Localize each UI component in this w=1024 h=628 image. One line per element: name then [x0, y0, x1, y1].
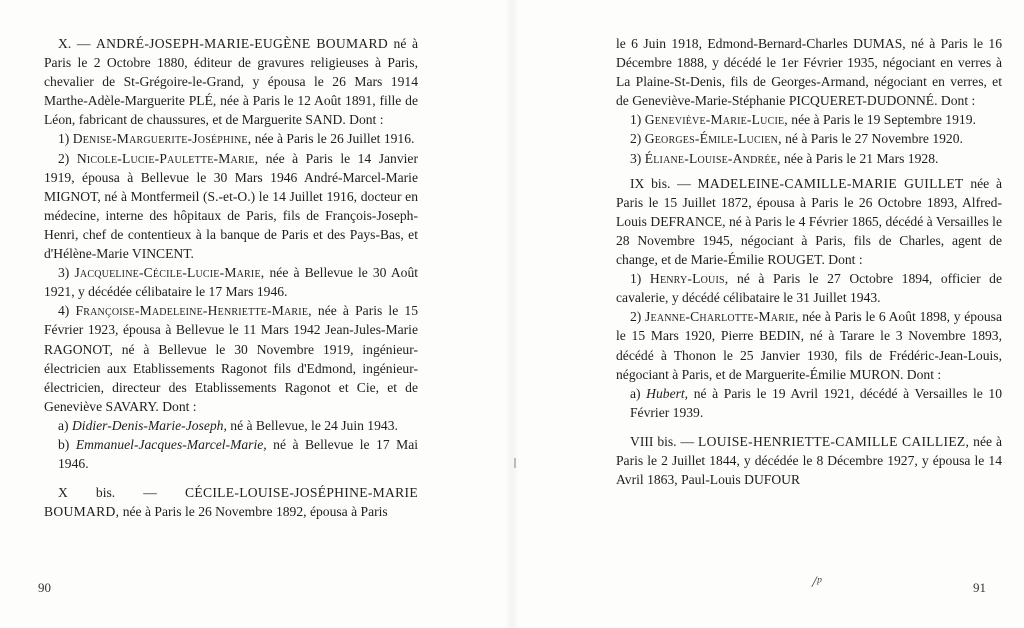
child-name: Denise-Marguerite-Joséphine, — [72, 131, 252, 147]
child-number: 4) — [58, 303, 70, 319]
entry-viii-bis-name: LOUISE-HENRIETTE-CAMILLE CAILLIEZ, — [698, 433, 970, 449]
grandchild-a — [44, 416, 418, 435]
grandchild-text: né à Bellevue le 17 Mai 1946. — [58, 436, 419, 472]
child-2 — [616, 307, 1002, 383]
child-1 — [616, 110, 1002, 129]
entry-viii-bis-text: née à Paris le 2 Juillet 1844, y décédée le 8 Décembre 1927, y épousa le 14 Avril 1863, Paul-Louis DUFOUR — [616, 433, 1002, 488]
child-name: Françoise-Madeleine-Henriette-Marie, — [75, 303, 312, 319]
entry-x-text: né à Paris le 2 Octobre 1880, éditeur de gravures religieuses à Paris, chevalier de St-Grégoire-le-Grand, y épousa le 26 Mars 1914 Marthe-Adèle-Marguerite PLÉ, née à Paris le 12 Août 1891, fille de Léon, fabricant de chaussures, et de Marguerite SAND. Dont : — [44, 36, 419, 128]
child-number: 1) — [58, 131, 70, 147]
page-number-right: 91 — [973, 580, 986, 595]
child-name: Georges-Émile-Lucien, — [644, 131, 782, 147]
entry-x-bis — [44, 483, 418, 521]
child-name: Éliane-Louise-Andrée, — [644, 150, 781, 166]
spacer — [44, 473, 418, 483]
child-number: 1) — [630, 112, 642, 128]
page-number-left: 90 — [38, 580, 51, 595]
child-number: 2) — [58, 150, 70, 166]
right-page — [512, 0, 1024, 628]
child-2 — [616, 129, 1002, 148]
child-number: 2) — [630, 309, 642, 325]
child-name: Henry-Louis, — [649, 271, 729, 287]
grandchild-number: b) — [58, 436, 70, 452]
entry-x-name: ANDRÉ-JOSEPH-MARIE-EUGÈNE BOUMARD — [96, 36, 388, 51]
child-1 — [44, 129, 418, 148]
child-text: née à Paris le 19 Septembre 1919. — [791, 112, 976, 128]
continuation-paragraph: le 6 Juin 1918, Edmond-Bernard-Charles DUMAS, né à Paris le 16 Décembre 1888, y décédé le 1er Février 1935, négociant en verres à La Plaine-St-Denis, fils de Georges-Armand, négociant en verres, et de Geneviève-Marie-Stéphanie PICQUERET-DUDONNÉ. Dont : — [616, 36, 1002, 109]
child-text: née à Bellevue le 30 Août 1921, y décédée célibataire le 17 Mars 1946. — [44, 265, 419, 300]
child-name: Geneviève-Marie-Lucie, — [644, 112, 788, 128]
child-text: né à Paris le 27 Novembre 1920. — [785, 131, 963, 147]
child-text: née à Paris le 6 Août 1898, y épousa le 15 Mars 1920, Pierre BEDIN, né à Tarare le 3 Novembre 1893, décédé à Thonon le 25 Janvier 1930, fils de Frédéric-Jean-Louis, négociant à Paris, et de Marguerite-Émilie MURON. Dont : — [616, 309, 1003, 382]
child-text: née à Paris le 14 Janvier 1919, épousa à Bellevue le 30 Mars 1946 André-Marcel-Marie MIGNOT, né à Montfermeil (S.-et-O.) le 14 Juillet 1916, docteur en médecine, interne des hôpitaux de Paris, fils de François-Joseph-Henri, chef de contentieux à la banque de Paris et des Pays-Bas, et d'Hélène-Marie VINCENT. — [44, 150, 418, 262]
entry-ix-bis — [616, 174, 1002, 269]
child-number: 3) — [58, 265, 70, 281]
printer-signature-mark: /ᵖ — [812, 574, 821, 591]
child-text: née à Paris le 21 Mars 1928. — [783, 150, 939, 166]
grandchild-b — [44, 435, 418, 473]
child-name: Jeanne-Charlotte-Marie, — [645, 309, 799, 325]
child-1 — [616, 269, 1002, 307]
child-number: 1) — [630, 271, 642, 287]
spacer — [616, 422, 1002, 432]
child-text: née à Paris le 15 Février 1923, épousa à Bellevue le 11 Mars 1942 Jean-Jules-Marie RAGONOT, né à Bellevue le 30 Novembre 1919, ingénieur-électricien aux Etablissements Ragonot fils d'Edmond, ingénieur-électricien, directeur des Etablissements Ragonot et Cie, et de Geneviève SAVARY. Dont : — [44, 303, 418, 414]
grandchild-a — [616, 384, 1002, 422]
entry-x-bis-name: CÉCILE-LOUISE-JOSÉPHINE-MARIE BOUMARD, — [44, 485, 418, 520]
entry-viii-bis-label: VIII bis. — — [630, 433, 695, 449]
entry-ix-bis-label: IX bis. — — [630, 175, 691, 191]
grandchild-name: Didier-Denis-Marie-Joseph, — [71, 417, 227, 433]
entry-ix-bis-name: MADELEINE-CAMILLE-MARIE GUILLET — [697, 175, 964, 191]
entry-viii-bis — [616, 432, 1002, 489]
grandchild-number: a) — [630, 385, 641, 401]
grandchild-text: né à Paris le 19 Avril 1921, décédé à Versailles le 10 Février 1939. — [630, 385, 1002, 420]
child-3 — [616, 149, 1002, 168]
entry-x-bis-text: née à Paris le 26 Novembre 1892, épousa à Paris — [122, 504, 388, 520]
child-3 — [44, 263, 418, 301]
entry-x-label: X. — — [58, 36, 91, 51]
entry-x-bis-label: X bis. — — [58, 485, 157, 501]
entry-x — [44, 34, 418, 129]
child-name: Jacqueline-Cécile-Lucie-Marie, — [74, 265, 265, 281]
child-2 — [44, 149, 418, 264]
child-text: née à Paris le 26 Juillet 1916. — [254, 131, 415, 147]
left-page-text — [44, 34, 418, 521]
child-name: Nicole-Lucie-Paulette-Marie, — [76, 150, 259, 166]
entry-ix-bis-text: née à Paris le 15 Juillet 1872, épousa à Paris le 26 Octobre 1893, Alfred-Louis DEFRANCE, né à Paris le 4 Février 1865, décédé à Versailles le 28 Novembre 1945, négociant à Paris, fils de Charles, agent de change, et de Marie-Émilie ROUGET. Dont : — [616, 175, 1003, 268]
grandchild-number: a) — [58, 417, 69, 433]
grandchild-name: Emmanuel-Jacques-Marcel-Marie, — [75, 436, 267, 452]
child-number: 2) — [630, 131, 642, 147]
child-text: né à Paris le 27 Octobre 1894, officier de cavalerie, y décédé célibataire le 31 Juillet 1943. — [616, 271, 1003, 306]
grandchild-name: Hubert, — [646, 385, 689, 401]
right-page-text — [616, 34, 1002, 489]
child-number: 3) — [630, 150, 642, 166]
child-4 — [44, 301, 418, 416]
grandchild-text: né à Bellevue, le 24 Juin 1943. — [230, 417, 398, 433]
